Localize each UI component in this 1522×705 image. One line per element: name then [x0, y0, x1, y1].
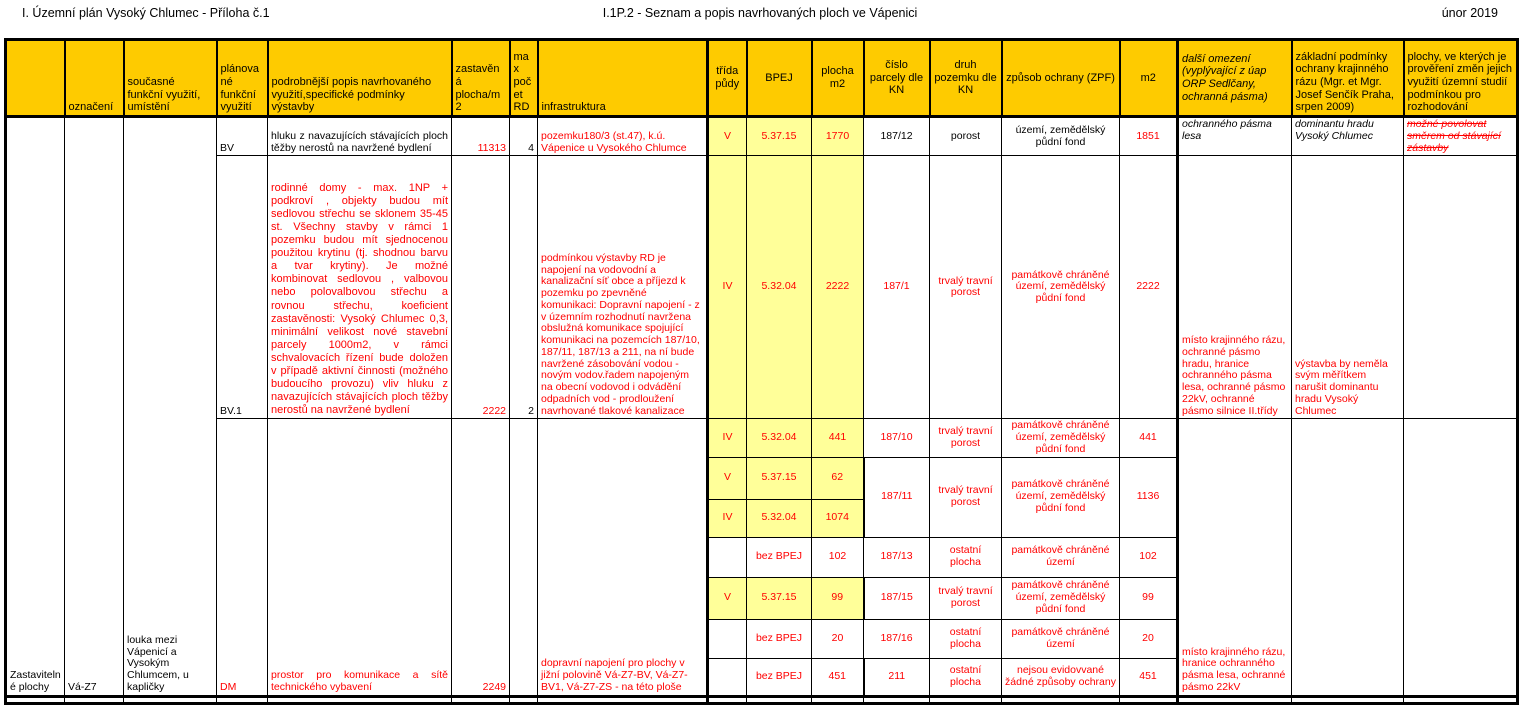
cell-druh: ostatní plocha: [930, 537, 1002, 577]
cell-max-rd: 4: [510, 117, 538, 156]
cell-popis: prostor pro komunikace a sítě technického vybavení: [268, 419, 452, 696]
cell-popis: rodinné domy - max. 1NP + podkroví , objekty budou mít sedlovou střechu se sklonem 35-45 st. Všechny stavby v rámci 1 pozemku budou mít sjednocenou použitou krytinu (tj. shodnou barvu a tvar krytiny). Je možné kombinovat sedlovou , valbovou nebo polovalbovou střechu a rovnou střechu, koeficient zastavěnosti: Vysoký Chlumec 0,3, minimální velikost nové stavební parcely 1000m2, v rámci schvalovacích řízení bude doložen v případě aktivní činnosti (možného budoucího provozu) vliv hluku z navazujících stávajících ploch těžby nerostů na navržené bydlení: [268, 156, 452, 419]
plots-table: [4, 38, 1519, 705]
cell-oznaceni: Vá-Z7: [65, 117, 124, 697]
header-trida-pudy: třída půdy: [708, 40, 747, 117]
cell-empty: [65, 696, 124, 703]
cell-empty: [538, 696, 708, 703]
header-row: [6, 40, 1518, 117]
cell-empty: [6, 696, 65, 703]
cell-rowgroup: Zastavitelné plochy: [6, 117, 65, 697]
cell-bpej: bez BPEJ: [747, 619, 812, 658]
page-header: [0, 6, 1522, 20]
cell-bpej: 5.32.04: [747, 499, 812, 537]
cell-plocha: 451: [812, 658, 864, 696]
cell-empty: [708, 696, 747, 703]
cell-ochrana: památkově chráněné území, zemědělský půdní fond: [1002, 457, 1120, 537]
cell-omezeni: ochranného pásma lesa: [1178, 117, 1292, 156]
cell-ochrana: památkově chráněné území, zemědělský půdní fond: [1002, 156, 1120, 419]
header-krajinny-raz: základní podmínky ochrany krajinného rázu (Mgr. et Mgr. Josef Senčík Praha, srpen 2009): [1292, 40, 1404, 117]
cell-studie-empty: [1404, 156, 1518, 419]
cell-parcela: 187/1: [864, 156, 930, 419]
cell-plocha: 99: [812, 577, 864, 619]
cell-empty: [124, 696, 217, 703]
cell-m2: 2222: [1120, 156, 1178, 419]
cell-bpej: bez BPEJ: [747, 537, 812, 577]
cell-parcela: 187/11: [864, 457, 930, 537]
cell-m2: 451: [1120, 658, 1178, 696]
cell-ochrana: nejsou evidovvané žádné způsoby ochrany: [1002, 658, 1120, 696]
sheet-title: I.1P.2 - Seznam a popis navrhovaných ploch ve Vápenici: [602, 6, 918, 20]
cell-empty: [1404, 696, 1518, 703]
cell-plocha: 62: [812, 457, 864, 499]
document-title: I. Územní plán Vysoký Chlumec - Příloha č.1: [22, 6, 270, 20]
header-bpej: BPEJ: [747, 40, 812, 117]
header-rowgroup: [6, 40, 65, 117]
cell-raz: výstavba by neměla svým měřítkem narušit dominantu hradu Vysoký Chlumec: [1292, 156, 1404, 419]
row-bv1: [6, 156, 1518, 419]
header-max-rd: max počet RD: [510, 40, 538, 117]
cell-trida: [708, 658, 747, 696]
header-m2: m2: [1120, 40, 1178, 117]
cell-bpej: 5.32.04: [747, 156, 812, 419]
cell-parcela: 187/13: [864, 537, 930, 577]
cell-bpej: 5.37.15: [747, 577, 812, 619]
cell-plocha: 1074: [812, 499, 864, 537]
cell-m2: 99: [1120, 577, 1178, 619]
cell-empty: [1002, 696, 1120, 703]
header-popis: podrobnější popis navrhovaného využití,specifické podmínky výstavby: [268, 40, 452, 117]
row-sub-1: [6, 419, 1518, 457]
cell-planned: BV: [217, 117, 268, 156]
cell-bpej: bez BPEJ: [747, 658, 812, 696]
header-uzemni-studie: plochy, ve kterých je prověření změn jejich využití územní studií podmínkou pro rozhodování: [1404, 40, 1518, 117]
cell-empty: [864, 696, 930, 703]
header-infrastruktura: infrastruktura: [538, 40, 708, 117]
cell-trida: [708, 537, 747, 577]
cell-studie-empty: [1404, 419, 1518, 696]
cell-m2: 20: [1120, 619, 1178, 658]
cell-bpej: 5.37.15: [747, 117, 812, 156]
cell-druh: trvalý travní porost: [930, 156, 1002, 419]
cell-ochrana: památkově chráněné území: [1002, 619, 1120, 658]
cell-druh: ostatní plocha: [930, 619, 1002, 658]
cell-trida: V: [708, 577, 747, 619]
header-planovane-vyuziti: plánované funkční využití: [217, 40, 268, 117]
cell-ochrana: památkově chráněné území, zemědělský půdní fond: [1002, 577, 1120, 619]
cell-plocha: 102: [812, 537, 864, 577]
cell-parcela: 211: [864, 658, 930, 696]
cell-max-rd: 2: [510, 156, 538, 419]
header-druh-pozemku: druh pozemku dle KN: [930, 40, 1002, 117]
cell-zastavena: 2222: [452, 156, 510, 419]
cell-infrastruktura: pozemku180/3 (st.47), k.ú. Vápenice u Vysokého Chlumce: [538, 117, 708, 156]
cell-empty: [268, 696, 452, 703]
header-cislo-parcely: číslo parcely dle KN: [864, 40, 930, 117]
cell-empty: [1120, 696, 1178, 703]
row-cutoff: [6, 696, 1518, 703]
cell-parcela: 187/15: [864, 577, 930, 619]
cell-bpej: 5.37.15: [747, 457, 812, 499]
header-dalsi-omezeni: další omezení (vyplývající z úap ORP Sedlčany, ochranná pásma): [1178, 40, 1292, 117]
cell-empty: [1292, 696, 1404, 703]
cell-planned: DM: [217, 419, 268, 696]
cell-infrastruktura: dopravní napojení pro plochy v jižní polovině Vá-Z7-BV, Vá-Z7-BV1, Vá-Z7-ZS - na této ploše: [538, 419, 708, 696]
cell-plocha: 2222: [812, 156, 864, 419]
cell-zastavena: 11313: [452, 117, 510, 156]
cell-ochrana: památkově chráněné území: [1002, 537, 1120, 577]
cell-trida: IV: [708, 499, 747, 537]
cell-druh: trvalý travní porost: [930, 577, 1002, 619]
header-plocha-m2: plocha m2: [812, 40, 864, 117]
cell-druh: porost: [930, 117, 1002, 156]
cell-empty: [452, 696, 510, 703]
cell-ochrana: památkově chráněné území, zemědělský půdní fond: [1002, 419, 1120, 457]
cell-parcela: 187/16: [864, 619, 930, 658]
cell-trida: IV: [708, 156, 747, 419]
cell-zastavena: 2249: [452, 419, 510, 696]
header-zpusob-ochrany: způsob ochrany (ZPF): [1002, 40, 1120, 117]
cell-empty: [217, 696, 268, 703]
cell-trida: V: [708, 457, 747, 499]
cell-plocha: 441: [812, 419, 864, 457]
cell-empty: [930, 696, 1002, 703]
cell-max-rd-empty: [510, 419, 538, 696]
cell-m2: 102: [1120, 537, 1178, 577]
cell-popis: hluku z navazujících stávajících ploch těžby nerostů na navržené bydlení: [268, 117, 452, 156]
cell-druh: ostatní plocha: [930, 658, 1002, 696]
cell-bpej: 5.32.04: [747, 419, 812, 457]
header-soucasne-vyuziti: současné funkční využití, umístění: [124, 40, 217, 117]
cell-planned: BV.1: [217, 156, 268, 419]
cell-raz: dominantu hradu Vysoký Chlumec: [1292, 117, 1404, 156]
date-label: únor 2019: [1441, 6, 1499, 20]
cell-trida: V: [708, 117, 747, 156]
row-bv: [6, 117, 1518, 156]
cell-empty: [812, 696, 864, 703]
cell-studie: možné povolovat směrem od stávající zástavby: [1404, 117, 1518, 156]
cell-soucasne-vyuziti: louka mezi Vápenicí a Vysokým Chlumcem, u kapličky: [124, 117, 217, 697]
cell-omezeni: místo krajinného rázu, hranice ochranného pásma lesa, ochranné pásmo 22kV: [1178, 419, 1292, 696]
cell-omezeni: místo krajinného rázu, ochranné pásmo hradu, hranice ochranného pásma lesa, ochranné pásmo 22kV, ochranné pásmo silnice II.třídy: [1178, 156, 1292, 419]
cell-druh: trvalý travní porost: [930, 419, 1002, 457]
cell-m2: 441: [1120, 419, 1178, 457]
header-zastavena-plocha: zastavěná plocha/m2: [452, 40, 510, 117]
cell-plocha: 1770: [812, 117, 864, 156]
cell-m2: 1851: [1120, 117, 1178, 156]
cell-infrastruktura: podmínkou výstavby RD je napojení na vodovodní a kanalizační síť obce a příjezd k pozemku po zpevněné komunikaci: Dopravní napojení - z v územním rozhodnutí navržena obslužná komunikace spojující komunikaci na pozemcích 187/10, 187/11, 187/13 a 211, na ní bude navržené zásobování vodou - novým vodov.řadem napojeným na obecní vodovod i odvádění odpadních vod - prodloužení navrhované tlakové kanalizace: [538, 156, 708, 419]
cell-trida: [708, 619, 747, 658]
cell-raz-empty: [1292, 419, 1404, 696]
cell-empty: [747, 696, 812, 703]
cell-empty: [1178, 696, 1292, 703]
cell-trida: IV: [708, 419, 747, 457]
cell-m2: 1136: [1120, 457, 1178, 537]
header-oznaceni: označení: [65, 40, 124, 117]
cell-parcela: 187/12: [864, 117, 930, 156]
cell-ochrana: území, zemědělský půdní fond: [1002, 117, 1120, 156]
cell-druh: trvalý travní porost: [930, 457, 1002, 537]
cell-parcela: 187/10: [864, 419, 930, 457]
cell-plocha: 20: [812, 619, 864, 658]
cell-empty: [510, 696, 538, 703]
